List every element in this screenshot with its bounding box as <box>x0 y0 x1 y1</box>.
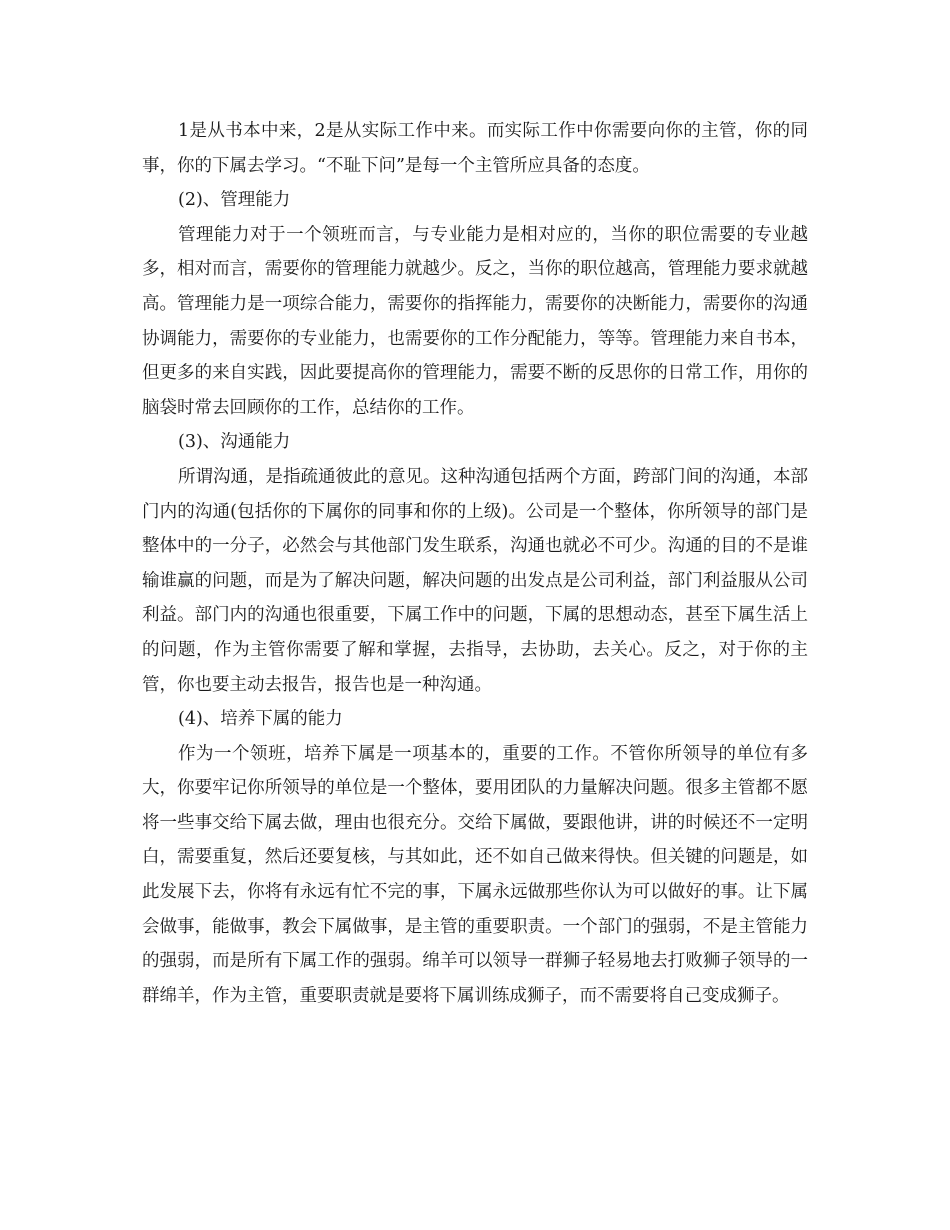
paragraph-communication-ability: 所谓沟通，是指疏通彼此的意见。这种沟通包括两个方面，跨部门间的沟通，本部门内的沟通(包括你的下属你的同事和你的上级)。公司是一个整体，你所领导的部门是整体中的一分子，必然会与其他部门发生联系，沟通也就必不可少。沟通的目的不是谁输谁赢的问题，而是为了解决问题，解决问题的出发点是公司利益，部门利益服从公司利益。部门内的沟通也很重要，下属工作中的问题，下属的思想动态，甚至下属生活上的问题，作为主管你需要了解和掌握，去指导，去协助，去关心。反之，对于你的主管，你也要主动去报告，报告也是一种沟通。 <box>142 466 808 695</box>
heading-management-ability: (2)、管理能力 <box>178 190 291 211</box>
paragraph-training-subordinates: 作为一个领班，培养下属是一项基本的，重要的工作。不管你所领导的单位有多大，你要牢记你所领导的单位是一个整体，要用团队的力量解决问题。很多主管都不愿将一些事交给下属去做，理由也很充分。交给下属做，要跟他讲，讲的时候还不一定明白，需要重复，然后还要复核，与其如此，还不如自己做来得快。但关键的问题是，如此发展下去，你将有永远有忙不完的事，下属永远做那些你认为可以做好的事。让下属会做事，能做事，教会下属做事，是主管的重要职责。一个部门的强弱，不是主管能力的强弱，而是所有下属工作的强弱。绵羊可以领导一群狮子轻易地去打败狮子领导的一群绵羊，作为主管，重要职责就是要将下属训练成狮子，而不需要将自己变成狮子。 <box>142 743 808 1006</box>
paragraph-management-ability: 管理能力对于一个领班而言，与专业能力是相对应的，当你的职位需要的专业越多，相对而言，需要你的管理能力就越少。反之，当你的职位越高，管理能力要求就越高。管理能力是一项综合能力，需要你的指挥能力，需要你的决断能力，需要你的沟通协调能力，需要你的专业能力，也需要你的工作分配能力，等等。管理能力来自书本，但更多的来自实践，因此要提高你的管理能力，需要不断的反思你的日常工作，用你的脑袋时常去回顾你的工作，总结你的工作。 <box>142 224 808 418</box>
document-body <box>142 114 808 1013</box>
heading-training-subordinates: (4)、培养下属的能力 <box>178 709 343 730</box>
paragraph-learning-sources: 1是从书本中来，2是从实际工作中来。而实际工作中你需要向你的主管，你的同事，你的下属去学习。“不耻下问”是每一个主管所应具备的态度。 <box>142 121 808 176</box>
heading-communication-ability: (3)、沟通能力 <box>178 432 291 453</box>
